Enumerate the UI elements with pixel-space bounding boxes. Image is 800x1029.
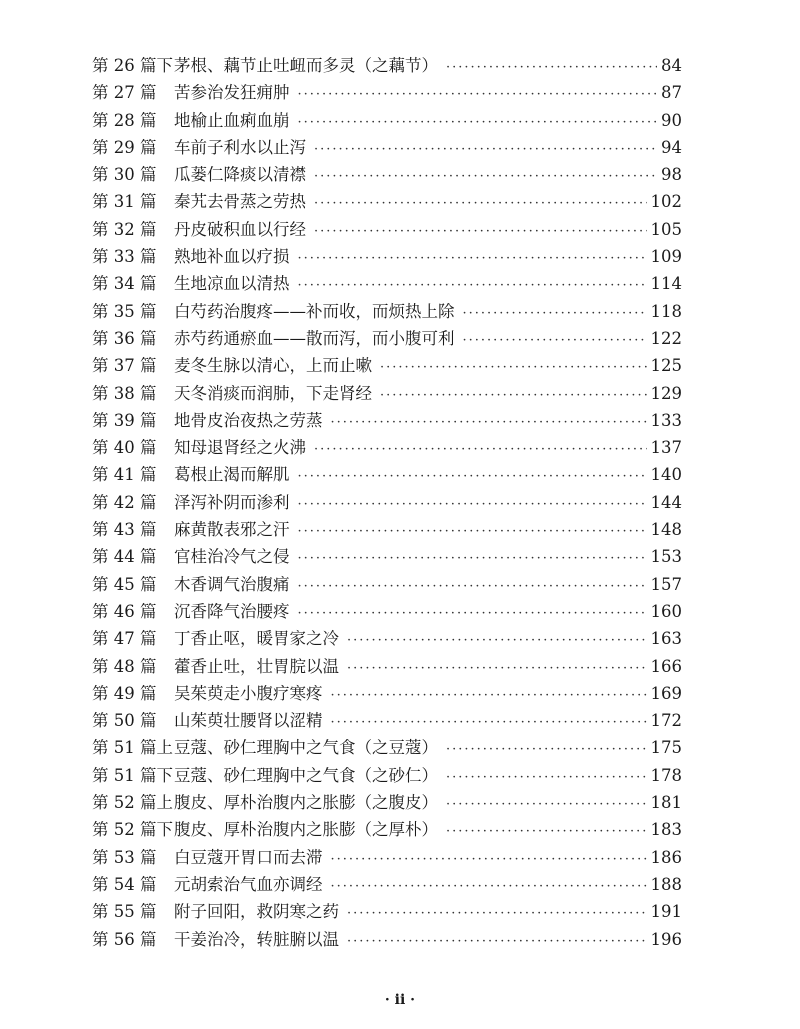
chapter-title: 木香调气治腹痛 [174, 574, 290, 594]
chapter-number: 第 54 篇 [92, 874, 157, 894]
page-number: 137 [650, 438, 682, 458]
dot-leader [298, 573, 647, 600]
toc-entry[interactable] [92, 407, 682, 434]
page-number: 133 [650, 410, 682, 430]
page-number: 84 [661, 56, 682, 75]
chapter-number: 第 43 篇 [92, 520, 157, 540]
chapter-number: 第 42 篇 [92, 492, 157, 512]
page-number: 169 [650, 683, 682, 703]
chapter-title: 地骨皮治夜热之劳蒸 [174, 410, 323, 430]
toc-entry[interactable] [92, 598, 682, 625]
chapter-title: 茅根、藕节止吐衄而多灵（之藕节） [174, 56, 438, 75]
chapter-number: 第 31 篇 [92, 192, 157, 212]
chapter-number: 第 35 篇 [92, 301, 157, 321]
chapter-number: 第 51 篇上 [92, 738, 173, 758]
chapter-title: 干姜治冷，转脏腑以温 [174, 929, 339, 949]
dot-leader [314, 190, 647, 217]
dot-leader [380, 354, 647, 381]
dot-leader [298, 272, 647, 299]
page-number: 105 [650, 219, 682, 239]
chapter-number: 第 28 篇 [92, 110, 157, 130]
chapter-number: 第 39 篇 [92, 410, 157, 430]
chapter-number: 第 32 篇 [92, 219, 157, 239]
toc-entry[interactable] [92, 680, 682, 707]
chapter-title: 元胡索治气血亦调经 [174, 874, 323, 894]
dot-leader [314, 163, 657, 190]
chapter-title: 豆蔻、砂仁理胸中之气食（之豆蔻） [174, 738, 438, 758]
toc-entry[interactable] [92, 461, 682, 488]
toc-entry[interactable] [92, 871, 682, 898]
page-number: 125 [650, 356, 682, 376]
chapter-number: 第 33 篇 [92, 247, 157, 267]
dot-leader [446, 791, 647, 818]
chapter-number: 第 29 篇 [92, 137, 157, 157]
toc-entry[interactable] [92, 243, 682, 270]
chapter-title: 天冬消痰而润肺，下走肾经 [174, 383, 372, 403]
chapter-number: 第 26 篇下 [92, 56, 173, 75]
page-number: 118 [650, 301, 682, 321]
chapter-number: 第 36 篇 [92, 328, 157, 348]
toc-entry[interactable] [92, 325, 682, 352]
chapter-number: 第 30 篇 [92, 165, 157, 185]
toc-entry[interactable] [92, 188, 682, 215]
chapter-number: 第 52 篇下 [92, 820, 173, 840]
toc-entry[interactable] [92, 653, 682, 680]
toc-entry[interactable] [92, 352, 682, 379]
dot-leader [331, 409, 647, 436]
chapter-number: 第 48 篇 [92, 656, 157, 676]
chapter-title: 车前子利水以止泻 [174, 137, 306, 157]
page-number: 114 [650, 274, 682, 294]
toc-entry[interactable] [92, 52, 682, 79]
chapter-number: 第 53 篇 [92, 847, 157, 867]
toc-entry[interactable] [92, 270, 682, 297]
chapter-number: 第 50 篇 [92, 711, 157, 731]
page-number: 178 [650, 765, 682, 785]
chapter-title: 生地凉血以清热 [174, 274, 290, 294]
toc-entry[interactable] [92, 298, 682, 325]
page-number: 109 [650, 247, 682, 267]
chapter-number: 第 49 篇 [92, 683, 157, 703]
chapter-number: 第 41 篇 [92, 465, 157, 485]
toc-entry[interactable] [92, 789, 682, 816]
page-number: 175 [650, 738, 682, 758]
page-number: 186 [650, 847, 682, 867]
toc-entry[interactable] [92, 762, 682, 789]
page-number: 160 [650, 601, 682, 621]
dot-leader [298, 518, 647, 545]
chapter-title: 丁香止呕，暖胃家之冷 [174, 629, 339, 649]
toc-entry[interactable] [92, 926, 682, 953]
page-number: 129 [650, 383, 682, 403]
dot-leader [347, 627, 647, 654]
toc-entry[interactable] [92, 107, 682, 134]
toc-entry[interactable] [92, 79, 682, 106]
page-number: 191 [650, 902, 682, 922]
chapter-title: 秦艽去骨蒸之劳热 [174, 192, 306, 212]
chapter-title: 丹皮破积血以行经 [174, 219, 306, 239]
dot-leader [446, 54, 657, 81]
chapter-title: 藿香止吐，壮胃脘以温 [174, 656, 339, 676]
dot-leader [314, 136, 657, 163]
toc-entry[interactable] [92, 898, 682, 925]
dot-leader [314, 218, 647, 245]
chapter-title: 腹皮、厚朴治腹内之胀膨（之腹皮） [174, 793, 438, 813]
dot-leader [331, 873, 647, 900]
chapter-title: 腹皮、厚朴治腹内之胀膨（之厚朴） [174, 820, 438, 840]
toc-entry[interactable] [92, 489, 682, 516]
chapter-number: 第 40 篇 [92, 438, 157, 458]
dot-leader [446, 736, 647, 763]
page-number: 90 [661, 110, 682, 130]
toc-entry[interactable] [92, 571, 682, 598]
dot-leader [380, 382, 647, 409]
chapter-title: 地榆止血痢血崩 [174, 110, 290, 130]
toc-entry[interactable] [92, 134, 682, 161]
dot-leader [331, 682, 647, 709]
page-number: 87 [661, 83, 682, 103]
chapter-title: 白芍药治腹疼——补而收，而烦热上除 [174, 301, 455, 321]
toc-entry[interactable] [92, 734, 682, 761]
toc-entry[interactable] [92, 161, 682, 188]
dot-leader [463, 327, 647, 354]
chapter-title: 瓜蒌仁降痰以清襟 [174, 165, 306, 185]
chapter-title: 熟地补血以疗损 [174, 247, 290, 267]
page-number: 166 [650, 656, 682, 676]
chapter-title: 麻黄散表邪之汗 [174, 520, 290, 540]
chapter-title: 葛根止渴而解肌 [174, 465, 290, 485]
dot-leader [298, 81, 658, 108]
toc-entry[interactable] [92, 543, 682, 570]
chapter-number: 第 45 篇 [92, 574, 157, 594]
dot-leader [298, 491, 647, 518]
dot-leader [298, 109, 658, 136]
page-number: 140 [650, 465, 682, 485]
chapter-title: 附子回阳，救阴寒之药 [174, 902, 339, 922]
dot-leader [331, 846, 647, 873]
chapter-title: 麦冬生脉以清心，上而止嗽 [174, 356, 372, 376]
chapter-title: 知母退肾经之火沸 [174, 438, 306, 458]
page-number: 163 [650, 629, 682, 649]
page-number: 157 [650, 574, 682, 594]
chapter-number: 第 56 篇 [92, 929, 157, 949]
toc-entry[interactable] [92, 380, 682, 407]
page-number-footer: · ii · [384, 992, 416, 1008]
toc-entry[interactable] [92, 844, 682, 871]
page-number: 196 [650, 929, 682, 949]
chapter-number: 第 38 篇 [92, 383, 157, 403]
toc-entry[interactable] [92, 516, 682, 543]
chapter-number: 第 37 篇 [92, 356, 157, 376]
chapter-title: 沉香降气治腰疼 [174, 601, 290, 621]
dot-leader [298, 245, 647, 272]
dot-leader [314, 436, 647, 463]
chapter-number: 第 55 篇 [92, 902, 157, 922]
chapter-title: 豆蔻、砂仁理胸中之气食（之砂仁） [174, 765, 438, 785]
chapter-title: 吴茱萸走小腹疗寒疼 [174, 683, 323, 703]
dot-leader [347, 928, 647, 955]
page-number: 102 [650, 192, 682, 212]
dot-leader [298, 600, 647, 627]
chapter-number: 第 44 篇 [92, 547, 157, 567]
page-number: 153 [650, 547, 682, 567]
page-number: 148 [650, 520, 682, 540]
chapter-number: 第 51 篇下 [92, 765, 173, 785]
page-number: 122 [650, 328, 682, 348]
dot-leader [331, 709, 647, 736]
chapter-number: 第 47 篇 [92, 629, 157, 649]
page-number: 172 [650, 711, 682, 731]
page-number: 144 [650, 492, 682, 512]
chapter-title: 泽泻补阴而渗利 [174, 492, 290, 512]
chapter-title: 苦参治发狂痈肿 [174, 83, 290, 103]
toc-entry[interactable] [92, 625, 682, 652]
page-number: 183 [650, 820, 682, 840]
chapter-number: 第 34 篇 [92, 274, 157, 294]
toc-entry[interactable] [92, 816, 682, 843]
dot-leader [347, 655, 647, 682]
dot-leader [298, 545, 647, 572]
toc-entry[interactable] [92, 434, 682, 461]
dot-leader [446, 764, 647, 791]
dot-leader [463, 300, 647, 327]
toc-entry[interactable] [92, 216, 682, 243]
dot-leader [347, 900, 647, 927]
chapter-number: 第 52 篇上 [92, 793, 173, 813]
chapter-title: 山茱萸壮腰肾以涩精 [174, 711, 323, 731]
page-number: 188 [650, 874, 682, 894]
dot-leader [446, 818, 647, 845]
chapter-title: 官桂治冷气之侵 [174, 547, 290, 567]
dot-leader [298, 463, 647, 490]
page-number: 94 [661, 137, 682, 157]
chapter-title: 赤芍药通瘀血——散而泻，而小腹可利 [174, 328, 455, 348]
page-number: 98 [661, 165, 682, 185]
toc-entry[interactable] [92, 707, 682, 734]
chapter-number: 第 27 篇 [92, 83, 157, 103]
chapter-title: 白豆蔻开胃口而去滞 [174, 847, 323, 867]
chapter-number: 第 46 篇 [92, 601, 157, 621]
page-number: 181 [650, 793, 682, 813]
table-of-contents [92, 52, 682, 953]
